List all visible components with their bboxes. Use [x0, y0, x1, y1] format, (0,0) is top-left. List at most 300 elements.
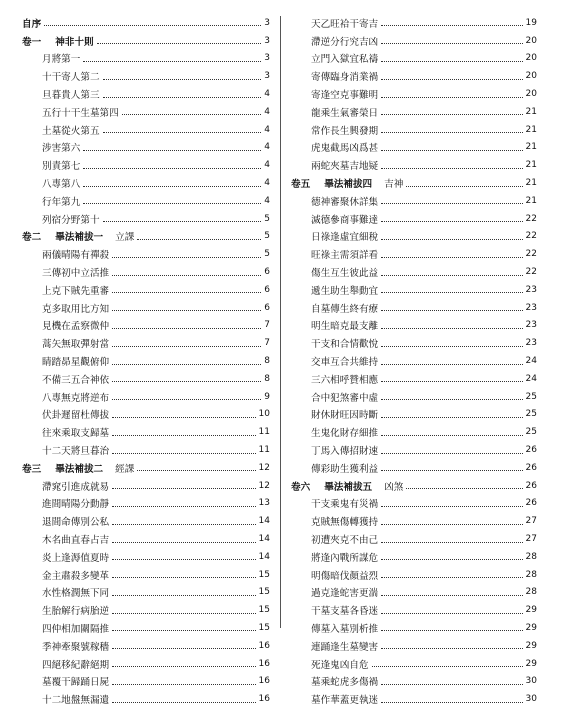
toc-entry-title	[42, 301, 110, 315]
column-divider	[280, 16, 281, 628]
entry-label: 炎上逢溽值夏時	[42, 552, 110, 564]
entry-label: 睛踏昴星觀俯仰	[42, 357, 110, 369]
page-number: 22	[525, 249, 537, 260]
toc-entry-title	[42, 585, 110, 599]
dot-leader	[381, 524, 522, 525]
entry-label: 合中犯煞審中虛	[311, 392, 379, 404]
dot-leader	[372, 666, 523, 667]
section-label: 卷二	[22, 232, 42, 244]
entry-label: 自序	[22, 18, 42, 30]
entry-label: 寄逢空克事難明	[311, 90, 379, 102]
entry-label: 八專第八	[42, 179, 81, 191]
toc-entry[interactable]	[291, 334, 537, 352]
dot-leader	[137, 470, 255, 471]
toc-section-heading[interactable]	[22, 459, 270, 477]
toc-entry-title	[311, 16, 379, 30]
toc-entry[interactable]	[22, 441, 270, 459]
page-number: 25	[525, 409, 537, 420]
page-number: 21	[525, 106, 537, 117]
toc-entry-title	[42, 354, 110, 368]
entry-label: 自墓傳生終有療	[311, 303, 379, 315]
dot-leader	[112, 435, 255, 436]
toc-entry[interactable]	[22, 690, 270, 708]
dot-leader	[112, 346, 261, 347]
dot-leader	[381, 132, 522, 133]
toc-entry[interactable]	[22, 495, 270, 513]
toc-entry[interactable]	[22, 423, 270, 441]
entry-label: 過克逢蛇害更湍	[311, 588, 379, 600]
toc-entry[interactable]	[291, 388, 537, 406]
toc-entry[interactable]	[22, 548, 270, 566]
toc-entry[interactable]	[22, 406, 270, 424]
page-number: 14	[258, 516, 270, 527]
page-number: 21	[525, 142, 537, 153]
toc-entry-title	[311, 34, 379, 48]
toc-entry[interactable]	[291, 192, 537, 210]
toc-entry[interactable]	[22, 655, 270, 673]
toc-entry[interactable]	[291, 566, 537, 584]
page-number: 28	[525, 587, 537, 598]
toc-entry-title	[311, 51, 379, 65]
toc-entry-title	[311, 568, 379, 582]
toc-entry[interactable]	[22, 584, 270, 602]
dot-leader	[112, 577, 255, 578]
toc-entry-title	[311, 443, 379, 457]
section-name: 神非十則	[55, 36, 94, 48]
toc-entry[interactable]	[22, 245, 270, 263]
toc-entry-title	[311, 407, 379, 421]
entry-label: 別責第七	[42, 161, 81, 173]
toc-entry[interactable]	[291, 637, 537, 655]
dot-leader	[381, 25, 522, 26]
toc-entry[interactable]	[22, 619, 270, 637]
toc-entry[interactable]	[291, 228, 537, 246]
entry-label: 遞生助生舉動宜	[311, 285, 379, 297]
entry-label: 十二地盤無漏遺	[42, 695, 110, 707]
toc-entry-title	[311, 87, 379, 101]
toc-entry[interactable]	[291, 690, 537, 708]
dot-leader	[112, 453, 255, 454]
dot-leader	[112, 310, 261, 311]
entry-label: 干支和合情歡悅	[311, 339, 379, 351]
page-number: 21	[525, 195, 537, 206]
toc-entry[interactable]	[291, 530, 537, 548]
entry-label: 見機在孟察微仲	[42, 321, 110, 333]
toc-entry[interactable]	[22, 477, 270, 495]
entry-label: 五行十干生墓第四	[42, 107, 119, 119]
dot-leader	[406, 186, 522, 187]
dot-leader	[112, 702, 255, 703]
toc-entry[interactable]	[291, 121, 537, 139]
toc-entry[interactable]	[291, 584, 537, 602]
toc-entry[interactable]	[291, 406, 537, 424]
toc-entry-title	[311, 336, 379, 350]
dot-leader	[381, 203, 522, 204]
page-number: 29	[525, 658, 537, 669]
dot-leader	[381, 150, 522, 151]
dot-leader	[137, 239, 261, 240]
toc-entry[interactable]	[22, 174, 270, 192]
toc-entry[interactable]	[291, 14, 537, 32]
toc-entry-title	[42, 639, 110, 653]
entry-label: 退間命傳別公私	[42, 517, 110, 529]
page-number: 3	[264, 53, 270, 64]
toc-entry-title	[311, 158, 379, 172]
dot-leader	[112, 488, 255, 489]
entry-label: 克賊無傷轉獲持	[311, 517, 379, 529]
entry-label: 初遭夾克不由己	[311, 535, 379, 546]
toc-entry[interactable]	[291, 601, 537, 619]
toc-entry[interactable]	[291, 263, 537, 281]
entry-label: 龍乘生氣審榮日	[311, 107, 379, 119]
entry-label: 不備三五合神依	[42, 374, 110, 386]
toc-entry-title	[42, 621, 110, 635]
toc-entry[interactable]	[291, 32, 537, 50]
page-number: 7	[264, 320, 270, 331]
page-number: 22	[525, 213, 537, 224]
page-number: 29	[525, 622, 537, 633]
entry-label: 土墓從火第五	[42, 125, 100, 137]
entry-label: 三傳初中立活推	[42, 268, 110, 280]
toc-entry-title	[42, 87, 101, 101]
dot-leader	[112, 542, 255, 543]
dot-leader	[112, 559, 255, 560]
page-number: 20	[525, 53, 537, 64]
dot-leader	[381, 630, 522, 631]
toc-entry[interactable]	[291, 281, 537, 299]
page-number: 19	[525, 17, 537, 28]
page-number: 3	[264, 71, 270, 82]
dot-leader	[381, 577, 522, 578]
toc-entry[interactable]	[22, 192, 270, 210]
page-number: 22	[525, 267, 537, 278]
page-number: 23	[525, 284, 537, 295]
entry-label: 天乙旺袷干寄吉	[311, 18, 379, 30]
page-number: 5	[264, 213, 270, 224]
toc-entry[interactable]	[22, 50, 270, 68]
toc-entry[interactable]	[22, 637, 270, 655]
dot-leader	[112, 524, 255, 525]
toc-entry-title	[22, 461, 135, 475]
page-number: 4	[264, 195, 270, 206]
toc-section-heading[interactable]	[22, 32, 270, 50]
page-number: 27	[525, 534, 537, 544]
entry-label: 往來乘取支歸墓	[42, 428, 110, 440]
toc-entry-title	[42, 425, 110, 439]
toc-entry-title	[311, 585, 379, 599]
dot-leader	[97, 43, 262, 44]
entry-label: 旺祿主需須詳看	[311, 250, 379, 262]
dot-leader	[112, 381, 261, 382]
toc-entry-title	[42, 212, 101, 226]
section-label: 卷三	[22, 463, 42, 475]
entry-label: 三六相呼贊相應	[311, 374, 379, 386]
dot-leader	[381, 310, 522, 311]
toc-entry-title	[42, 657, 110, 671]
dot-leader	[83, 168, 261, 169]
toc-entry-title	[311, 674, 379, 688]
toc-entry[interactable]	[291, 352, 537, 370]
dot-leader	[381, 221, 522, 222]
dot-leader	[381, 702, 522, 703]
page-number: 30	[525, 676, 537, 687]
toc-entry[interactable]	[22, 317, 270, 335]
toc-entry-title	[42, 443, 110, 457]
entry-label: 寄傳臨身消業禍	[311, 72, 379, 84]
page-number: 16	[258, 676, 270, 687]
page-number: 28	[525, 551, 537, 562]
toc-entry-title	[311, 657, 370, 671]
page-number: 6	[264, 284, 270, 295]
entry-label: 木名曲直春占吉	[42, 535, 110, 546]
toc-entry-title	[42, 479, 110, 493]
section-name: 畢法補拔一	[55, 232, 104, 244]
dot-leader	[112, 364, 261, 365]
toc-entry[interactable]	[22, 121, 270, 139]
toc-column-right	[291, 14, 537, 708]
entry-label: 進間晴陽分動靜	[42, 499, 110, 511]
toc-entry-title	[42, 51, 81, 65]
page-number: 29	[525, 605, 537, 616]
entry-label: 月將第一	[42, 54, 81, 66]
entry-label: 死逢鬼凶自危	[311, 659, 369, 671]
entry-label: 滅德參商事難達	[311, 214, 379, 226]
dot-leader	[406, 488, 522, 489]
toc-entry[interactable]	[22, 299, 270, 317]
entry-label: 旦暮貴人第三	[42, 90, 100, 102]
toc-entry[interactable]	[291, 495, 537, 513]
toc-entry-title	[311, 318, 379, 332]
toc-entry[interactable]	[22, 263, 270, 281]
toc-entry[interactable]	[22, 334, 270, 352]
toc-entry[interactable]	[22, 281, 270, 299]
toc-entry[interactable]	[291, 156, 537, 174]
entry-label: 生鬼化財存細推	[311, 428, 379, 440]
toc-entry[interactable]	[22, 352, 270, 370]
entry-label: 墓乘蛇虎多傷禍	[311, 677, 379, 689]
toc-entry[interactable]	[291, 50, 537, 68]
toc-entry-title	[311, 425, 379, 439]
toc-entry[interactable]	[291, 672, 537, 690]
dot-leader	[381, 239, 522, 240]
toc-section-heading[interactable]	[291, 174, 537, 192]
entry-label: 金主肅殺多變革	[42, 570, 110, 582]
entry-label: 涉害第六	[42, 143, 81, 155]
page-number: 26	[525, 498, 537, 509]
toc-entry[interactable]	[291, 139, 537, 157]
page-number: 12	[258, 462, 270, 473]
page-number: 16	[258, 640, 270, 651]
page-number: 5	[264, 249, 270, 260]
toc-entry[interactable]	[291, 512, 537, 530]
page-number: 8	[264, 356, 270, 367]
entry-label: 上克下賊先重審	[42, 285, 110, 297]
toc-entry[interactable]	[291, 317, 537, 335]
toc-entry-title	[42, 496, 110, 510]
toc-entry-title	[291, 176, 404, 190]
table-of-contents	[0, 6, 572, 707]
page-number: 8	[264, 373, 270, 384]
page-number: 14	[258, 551, 270, 562]
toc-entry-title	[42, 390, 110, 404]
entry-label: 墓覆干歸踊日屍	[42, 677, 110, 689]
toc-entry-title	[311, 265, 379, 279]
entry-label: 水性格潤無下同	[42, 588, 110, 600]
entry-label: 十二天將旦暮治	[42, 446, 110, 458]
page-number: 22	[525, 231, 537, 242]
toc-entry[interactable]	[291, 459, 537, 477]
dot-leader	[122, 114, 262, 115]
toc-entry-title	[42, 265, 110, 279]
toc-entry-title	[291, 479, 404, 493]
dot-leader	[381, 435, 522, 436]
page-number: 12	[258, 480, 270, 491]
entry-label: 丁馬入傳招財速	[311, 446, 379, 458]
toc-entry-title	[42, 568, 110, 582]
dot-leader	[112, 684, 255, 685]
toc-section-heading[interactable]	[22, 228, 270, 246]
toc-entry[interactable]	[291, 299, 537, 317]
section-name: 畢法補拔二	[55, 463, 104, 475]
toc-entry-title	[42, 336, 110, 350]
toc-entry[interactable]	[22, 388, 270, 406]
toc-entry-title	[311, 247, 379, 261]
dot-leader	[381, 364, 522, 365]
toc-entry-title	[42, 674, 110, 688]
toc-entry[interactable]	[22, 103, 270, 121]
page-number: 21	[525, 124, 537, 135]
dot-leader	[83, 203, 261, 204]
toc-entry[interactable]	[22, 67, 270, 85]
entry-label: 滯逆分行究吉凶	[311, 36, 379, 48]
dot-leader	[381, 542, 522, 543]
page-number: 24	[525, 356, 537, 367]
dot-leader	[381, 613, 522, 614]
page-number: 25	[525, 391, 537, 402]
toc-entry[interactable]	[22, 156, 270, 174]
toc-entry-title	[42, 692, 110, 706]
page-number: 21	[525, 160, 537, 171]
dot-leader	[381, 114, 522, 115]
toc-entry[interactable]	[22, 601, 270, 619]
page-number: 20	[525, 35, 537, 46]
entry-label: 明傷暗伐顏益烈	[311, 570, 379, 582]
toc-entry[interactable]	[22, 566, 270, 584]
toc-entry[interactable]	[291, 245, 537, 263]
page-number: 4	[264, 124, 270, 135]
page-number: 14	[258, 534, 270, 544]
entry-label: 十干寄人第二	[42, 72, 100, 84]
toc-entry[interactable]	[291, 423, 537, 441]
toc-entry[interactable]	[291, 655, 537, 673]
toc-entry[interactable]	[22, 370, 270, 388]
toc-entry[interactable]	[291, 619, 537, 637]
toc-entry-title	[22, 16, 42, 30]
toc-entry[interactable]	[22, 512, 270, 530]
section-name: 畢法補拔四	[324, 179, 373, 191]
dot-leader	[381, 559, 522, 560]
page-number: 4	[264, 106, 270, 117]
entry-label: 傳彩助生獲利益	[311, 463, 379, 475]
dot-leader	[381, 257, 522, 258]
section-tag: 凶煞	[384, 481, 404, 493]
toc-entry-title	[311, 354, 379, 368]
toc-entry-title	[42, 123, 101, 137]
entry-label: 兩儀晴陽有禪殺	[42, 250, 110, 262]
entry-label: 日祿逢虛宜細稅	[311, 232, 379, 244]
dot-leader	[44, 25, 261, 26]
dot-leader	[381, 595, 522, 596]
toc-entry-title	[311, 229, 379, 243]
toc-section-heading[interactable]	[291, 477, 537, 495]
entry-label: 連踊逢生墓變害	[311, 641, 379, 653]
toc-entry[interactable]	[291, 441, 537, 459]
page-number: 11	[258, 445, 270, 456]
entry-label: 蒿矢無取彈射當	[42, 339, 110, 351]
dot-leader	[381, 470, 522, 471]
page-number: 13	[258, 498, 270, 509]
dot-leader	[112, 595, 255, 596]
dot-leader	[112, 648, 255, 649]
dot-leader	[112, 399, 261, 400]
toc-entry-title	[22, 229, 135, 243]
page-number: 26	[525, 480, 537, 491]
entry-label: 傷生互生彼此益	[311, 268, 379, 280]
dot-leader	[103, 221, 262, 222]
toc-entry[interactable]	[22, 139, 270, 157]
dot-leader	[112, 275, 261, 276]
page-number: 20	[525, 71, 537, 82]
page-number: 20	[525, 89, 537, 100]
toc-entry-title	[42, 105, 120, 119]
page-number: 25	[525, 427, 537, 438]
page-number: 9	[264, 391, 270, 402]
toc-entry[interactable]	[291, 103, 537, 121]
toc-entry-title	[42, 194, 81, 208]
toc-entry-title	[311, 496, 379, 510]
toc-entry[interactable]	[22, 672, 270, 690]
page-number: 21	[525, 178, 537, 189]
entry-label: 滯窕引進成就易	[42, 481, 110, 493]
entry-label: 季神牽聚號稼穡	[42, 641, 110, 653]
toc-entry-title	[42, 158, 81, 172]
entry-label: 生胎解行病胎逆	[42, 606, 110, 618]
toc-entry[interactable]	[291, 370, 537, 388]
toc-entry[interactable]	[22, 210, 270, 228]
page-number: 5	[264, 231, 270, 242]
toc-entry[interactable]	[291, 85, 537, 103]
toc-entry-title	[311, 69, 379, 83]
entry-label: 明生暗克最支離	[311, 321, 379, 333]
toc-entry[interactable]	[291, 67, 537, 85]
toc-column-left	[22, 14, 270, 708]
page-number: 27	[525, 516, 537, 527]
toc-entry-title	[311, 140, 379, 154]
toc-entry[interactable]	[22, 530, 270, 548]
toc-entry-title	[42, 247, 110, 261]
toc-entry[interactable]	[291, 548, 537, 566]
toc-entry-title	[311, 301, 379, 315]
toc-entry-title	[311, 390, 379, 404]
dot-leader	[112, 630, 255, 631]
dot-leader	[112, 257, 261, 258]
toc-entry-title	[311, 372, 379, 386]
toc-entry[interactable]	[22, 14, 270, 32]
page-number: 4	[264, 142, 270, 153]
page-number: 16	[258, 694, 270, 705]
toc-entry[interactable]	[22, 85, 270, 103]
toc-entry[interactable]	[291, 210, 537, 228]
